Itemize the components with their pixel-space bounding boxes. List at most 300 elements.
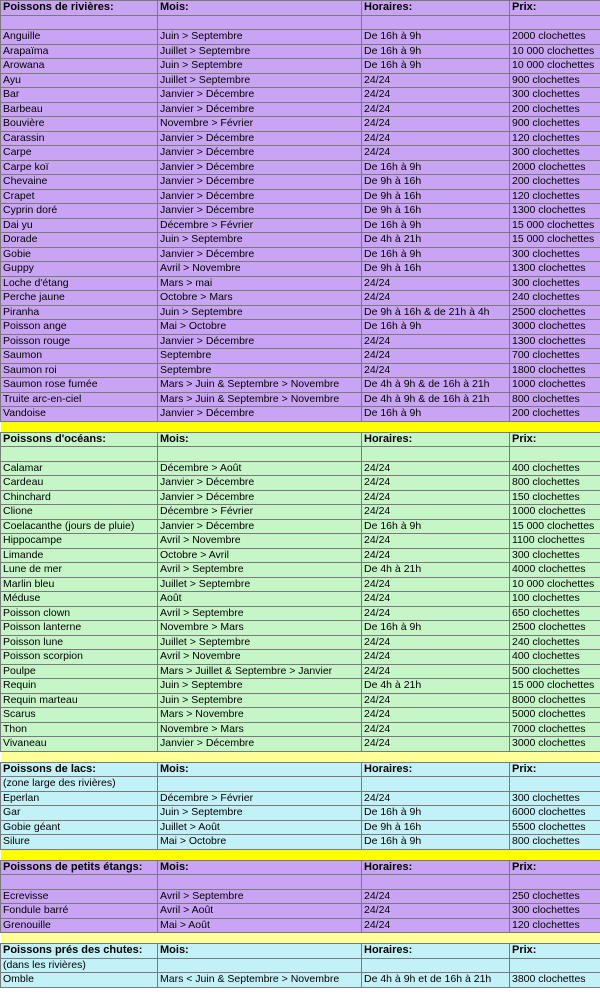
- fish-months: Mars > Novembre: [158, 708, 362, 723]
- fish-name: Requin marteau: [1, 693, 158, 708]
- fish-price: 800 clochettes: [510, 835, 600, 850]
- fish-price: 200 clochettes: [510, 175, 600, 190]
- fish-price: 1000 clochettes: [510, 505, 600, 520]
- fish-months: Décembre > Août: [158, 461, 362, 476]
- section-subtitle-row: [1, 875, 600, 890]
- fish-price: 200 clochettes: [510, 407, 600, 422]
- fish-name: Ayu: [1, 73, 158, 88]
- fish-price: 200 clochettes: [510, 102, 600, 117]
- fish-price: 700 clochettes: [510, 349, 600, 364]
- fish-hours: 24/24: [362, 73, 510, 88]
- fish-months: Janvier > Décembre: [158, 131, 362, 146]
- fish-name: Poisson lune: [1, 635, 158, 650]
- fish-name: Cardeau: [1, 476, 158, 491]
- separator-bar: [1, 933, 600, 944]
- fish-price: 15 000 clochettes: [510, 679, 600, 694]
- fish-row: [1, 131, 600, 146]
- fish-months: Janvier > Décembre: [158, 490, 362, 505]
- fish-name: Dai yu: [1, 218, 158, 233]
- fish-hours: De 9h à 16h: [362, 175, 510, 190]
- separator-bar: [1, 421, 600, 432]
- fish-row: [1, 635, 600, 650]
- separator-bar: [1, 849, 600, 860]
- fish-row: [1, 44, 600, 59]
- fish-price: 120 clochettes: [510, 131, 600, 146]
- fish-months: Mars > mai: [158, 276, 362, 291]
- fish-hours: De 16h à 9h: [362, 621, 510, 636]
- fish-row: [1, 476, 600, 491]
- column-header-hours: Horaires:: [362, 860, 510, 875]
- fish-name: Omble: [1, 973, 158, 988]
- section-subtitle-row: [1, 777, 600, 792]
- fish-months: Janvier > Décembre: [158, 204, 362, 219]
- fish-row: [1, 102, 600, 117]
- fish-hours: De 4h à 21h: [362, 679, 510, 694]
- fish-name: Poisson clown: [1, 606, 158, 621]
- fish-row: [1, 204, 600, 219]
- fish-price: 3000 clochettes: [510, 737, 600, 752]
- fish-name: Barbeau: [1, 102, 158, 117]
- fish-price: 300 clochettes: [510, 247, 600, 262]
- fish-hours: 24/24: [362, 708, 510, 723]
- fish-name: Loche d'étang: [1, 276, 158, 291]
- section-separator: [1, 933, 600, 944]
- fish-price: 900 clochettes: [510, 117, 600, 132]
- section-header-oceans: [1, 432, 600, 447]
- fish-row: [1, 73, 600, 88]
- fish-row: [1, 30, 600, 45]
- fish-hours: 24/24: [362, 88, 510, 103]
- fish-hours: De 16h à 9h: [362, 835, 510, 850]
- fish-price: 5500 clochettes: [510, 820, 600, 835]
- fish-name: Ecrevisse: [1, 889, 158, 904]
- fish-price: 5000 clochettes: [510, 708, 600, 723]
- column-header-hours: Horaires:: [362, 1, 510, 16]
- fish-months: Avril > Septembre: [158, 606, 362, 621]
- fish-price: 4000 clochettes: [510, 563, 600, 578]
- fish-name: Scarus: [1, 708, 158, 723]
- fish-row: [1, 233, 600, 248]
- fish-row: [1, 820, 600, 835]
- fish-name: Saumon roi: [1, 363, 158, 378]
- fish-row: [1, 189, 600, 204]
- column-header-hours: Horaires:: [362, 944, 510, 959]
- empty-cell: [362, 447, 510, 462]
- fish-name: Bouvière: [1, 117, 158, 132]
- fish-months: Janvier > Décembre: [158, 175, 362, 190]
- section-subtitle-row: [1, 15, 600, 30]
- fish-months: Mars > Juin & Septembre > Novembre: [158, 378, 362, 393]
- fish-price: 1300 clochettes: [510, 262, 600, 277]
- fish-hours: 24/24: [362, 635, 510, 650]
- fish-hours: De 16h à 9h: [362, 59, 510, 74]
- fish-price: 900 clochettes: [510, 73, 600, 88]
- empty-cell: [158, 958, 362, 973]
- fish-hours: 24/24: [362, 737, 510, 752]
- fish-price: 3000 clochettes: [510, 320, 600, 335]
- fish-price: 800 clochettes: [510, 476, 600, 491]
- fish-name: Clione: [1, 505, 158, 520]
- fish-hours: 24/24: [362, 102, 510, 117]
- fish-name: Guppy: [1, 262, 158, 277]
- fish-price: 6000 clochettes: [510, 806, 600, 821]
- section-separator: [1, 421, 600, 432]
- fish-hours: De 16h à 9h: [362, 519, 510, 534]
- fish-price: 2500 clochettes: [510, 621, 600, 636]
- fish-hours: 24/24: [362, 461, 510, 476]
- fish-row: [1, 160, 600, 175]
- fish-months: Décembre > Février: [158, 218, 362, 233]
- fish-hours: 24/24: [362, 505, 510, 520]
- fish-row: [1, 88, 600, 103]
- fish-hours: 24/24: [362, 476, 510, 491]
- fish-months: Décembre > Février: [158, 791, 362, 806]
- fish-hours: 24/24: [362, 349, 510, 364]
- fish-hours: 24/24: [362, 146, 510, 161]
- fish-months: Mai > Août: [158, 918, 362, 933]
- fish-name: Crapet: [1, 189, 158, 204]
- fish-months: Juin > Septembre: [158, 806, 362, 821]
- fish-name: Arowana: [1, 59, 158, 74]
- fish-row: [1, 291, 600, 306]
- section-title: Poissons de lacs:: [1, 762, 158, 777]
- fish-hours: De 9h à 16h: [362, 262, 510, 277]
- fish-hours: De 16h à 9h: [362, 247, 510, 262]
- fish-price: 2000 clochettes: [510, 160, 600, 175]
- fish-row: [1, 218, 600, 233]
- fish-row: [1, 664, 600, 679]
- fish-row: [1, 737, 600, 752]
- fish-months: Janvier > Décembre: [158, 146, 362, 161]
- empty-cell: [362, 875, 510, 890]
- section-subtitle: (zone large des rivières): [1, 777, 158, 792]
- fish-months: Mai > Octobre: [158, 835, 362, 850]
- fish-name: Anguille: [1, 30, 158, 45]
- fish-hours: De 9h à 16h: [362, 189, 510, 204]
- fish-price: 2000 clochettes: [510, 30, 600, 45]
- fish-hours: De 16h à 9h: [362, 30, 510, 45]
- fish-months: Avril > Novembre: [158, 650, 362, 665]
- fish-row: [1, 461, 600, 476]
- section-header-falls: [1, 944, 600, 959]
- fish-row: [1, 262, 600, 277]
- fish-row: [1, 59, 600, 74]
- fish-price: 120 clochettes: [510, 189, 600, 204]
- fish-price: 300 clochettes: [510, 88, 600, 103]
- fish-months: Avril > Septembre: [158, 889, 362, 904]
- fish-row: [1, 276, 600, 291]
- fish-name: Chinchard: [1, 490, 158, 505]
- fish-name: Chevaine: [1, 175, 158, 190]
- section-separator: [1, 751, 600, 762]
- fish-price: 250 clochettes: [510, 889, 600, 904]
- fish-hours: 24/24: [362, 606, 510, 621]
- fish-price: 400 clochettes: [510, 650, 600, 665]
- fish-price: 1800 clochettes: [510, 363, 600, 378]
- fish-hours: De 16h à 9h: [362, 806, 510, 821]
- fish-name: Gobie: [1, 247, 158, 262]
- fish-name: Eperlan: [1, 791, 158, 806]
- fish-price: 3800 clochettes: [510, 973, 600, 988]
- fish-hours: 24/24: [362, 534, 510, 549]
- empty-cell: [362, 15, 510, 30]
- fish-price: 1300 clochettes: [510, 334, 600, 349]
- empty-cell: [158, 777, 362, 792]
- fish-row: [1, 650, 600, 665]
- fish-row: [1, 722, 600, 737]
- fish-row: [1, 490, 600, 505]
- section-header-ponds: [1, 860, 600, 875]
- fish-price: 1300 clochettes: [510, 204, 600, 219]
- fish-name: Poisson scorpion: [1, 650, 158, 665]
- column-header-month: Mois:: [158, 860, 362, 875]
- fish-price: 300 clochettes: [510, 548, 600, 563]
- column-header-price: Prix:: [510, 432, 600, 447]
- fish-name: Gobie géant: [1, 820, 158, 835]
- column-header-price: Prix:: [510, 762, 600, 777]
- fish-price: 150 clochettes: [510, 490, 600, 505]
- fish-price: 10 000 clochettes: [510, 577, 600, 592]
- fish-months: Mai > Octobre: [158, 320, 362, 335]
- fish-months: Décembre > Février: [158, 505, 362, 520]
- section-title: Poissons d'océans:: [1, 432, 158, 447]
- fish-hours: De 9h à 16h: [362, 204, 510, 219]
- fish-name: Grenouille: [1, 918, 158, 933]
- empty-cell: [510, 777, 600, 792]
- fish-price: 300 clochettes: [510, 904, 600, 919]
- fish-name: Marlin bleu: [1, 577, 158, 592]
- fish-name: Gar: [1, 806, 158, 821]
- fish-months: Avril > Août: [158, 904, 362, 919]
- column-header-price: Prix:: [510, 944, 600, 959]
- fish-row: [1, 592, 600, 607]
- section-subtitle-row: [1, 958, 600, 973]
- empty-cell: [362, 958, 510, 973]
- fish-months: Mars < Juin & Septembre > Novembre: [158, 973, 362, 988]
- empty-cell: [158, 15, 362, 30]
- fish-price: 240 clochettes: [510, 291, 600, 306]
- fish-row: [1, 146, 600, 161]
- fish-months: Juin > Septembre: [158, 59, 362, 74]
- fish-price: 650 clochettes: [510, 606, 600, 621]
- fish-hours: De 16h à 9h: [362, 218, 510, 233]
- fish-name: Poisson ange: [1, 320, 158, 335]
- section-header-lakes: [1, 762, 600, 777]
- section-title: Poissons de rivières:: [1, 1, 158, 16]
- fish-row: [1, 320, 600, 335]
- fish-row: [1, 791, 600, 806]
- fish-months: Octobre > Mars: [158, 291, 362, 306]
- fish-price: 240 clochettes: [510, 635, 600, 650]
- fish-hours: 24/24: [362, 693, 510, 708]
- fish-name: Carpe: [1, 146, 158, 161]
- fish-hours: 24/24: [362, 722, 510, 737]
- fish-hours: 24/24: [362, 363, 510, 378]
- fish-row: [1, 904, 600, 919]
- fish-months: Novembre > Février: [158, 117, 362, 132]
- column-header-month: Mois:: [158, 1, 362, 16]
- fish-name: Méduse: [1, 592, 158, 607]
- fish-name: Poisson lanterne: [1, 621, 158, 636]
- fish-row: [1, 563, 600, 578]
- fish-price: 2500 clochettes: [510, 305, 600, 320]
- fish-row: [1, 918, 600, 933]
- fish-months: Juillet > Septembre: [158, 44, 362, 59]
- fish-row: [1, 363, 600, 378]
- fish-hours: 24/24: [362, 791, 510, 806]
- fish-hours: 24/24: [362, 664, 510, 679]
- fish-name: Hippocampe: [1, 534, 158, 549]
- fish-months: Juin > Septembre: [158, 30, 362, 45]
- fish-months: Janvier > Décembre: [158, 737, 362, 752]
- fish-hours: De 16h à 9h: [362, 407, 510, 422]
- fish-months: Mars > Juillet & Septembre > Janvier: [158, 664, 362, 679]
- fish-row: [1, 534, 600, 549]
- section-title: Poissons de petits étangs:: [1, 860, 158, 875]
- fish-row: [1, 117, 600, 132]
- section-separator: [1, 849, 600, 860]
- fish-months: Juillet > Septembre: [158, 73, 362, 88]
- fish-name: Silure: [1, 835, 158, 850]
- section-subtitle: [1, 15, 158, 30]
- fish-row: [1, 679, 600, 694]
- fish-hours: De 9h à 16h & de 21h à 4h: [362, 305, 510, 320]
- fish-name: Requin: [1, 679, 158, 694]
- section-subtitle: [1, 875, 158, 890]
- fish-row: [1, 806, 600, 821]
- fish-hours: De 16h à 9h: [362, 320, 510, 335]
- fish-row: [1, 505, 600, 520]
- fish-hours: De 16h à 9h: [362, 44, 510, 59]
- fish-price: 400 clochettes: [510, 461, 600, 476]
- column-header-price: Prix:: [510, 1, 600, 16]
- fish-name: Carassin: [1, 131, 158, 146]
- column-header-hours: Horaires:: [362, 432, 510, 447]
- fish-hours: 24/24: [362, 131, 510, 146]
- empty-cell: [158, 447, 362, 462]
- fish-price: 15 000 clochettes: [510, 218, 600, 233]
- column-header-month: Mois:: [158, 762, 362, 777]
- fish-price: 1100 clochettes: [510, 534, 600, 549]
- fish-row: [1, 708, 600, 723]
- fish-price: 300 clochettes: [510, 146, 600, 161]
- fish-price: 8000 clochettes: [510, 693, 600, 708]
- empty-cell: [510, 447, 600, 462]
- fish-row: [1, 392, 600, 407]
- fish-name: Limande: [1, 548, 158, 563]
- fish-hours: 24/24: [362, 291, 510, 306]
- fish-months: Septembre: [158, 363, 362, 378]
- fish-name: Truite arc-en-ciel: [1, 392, 158, 407]
- fish-months: Novembre > Mars: [158, 722, 362, 737]
- fish-months: Janvier > Décembre: [158, 88, 362, 103]
- fish-name: Poisson rouge: [1, 334, 158, 349]
- fish-name: Thon: [1, 722, 158, 737]
- fish-months: Juillet > Août: [158, 820, 362, 835]
- fish-name: Coelacanthe (jours de pluie): [1, 519, 158, 534]
- fish-name: Saumon rose fumée: [1, 378, 158, 393]
- fish-name: Cyprin doré: [1, 204, 158, 219]
- fish-months: Août: [158, 592, 362, 607]
- fish-months: Juin > Septembre: [158, 693, 362, 708]
- fish-name: Fondule barré: [1, 904, 158, 919]
- fish-row: [1, 247, 600, 262]
- fish-price: 15 000 clochettes: [510, 233, 600, 248]
- fish-price: 15 000 clochettes: [510, 519, 600, 534]
- fish-months: Juin > Septembre: [158, 305, 362, 320]
- fish-row: [1, 889, 600, 904]
- fish-name: Arapaïma: [1, 44, 158, 59]
- fish-months: Septembre: [158, 349, 362, 364]
- fish-months: Janvier > Décembre: [158, 247, 362, 262]
- fish-row: [1, 175, 600, 190]
- fish-row: [1, 334, 600, 349]
- fish-name: Bar: [1, 88, 158, 103]
- fish-hours: 24/24: [362, 577, 510, 592]
- section-subtitle: [1, 447, 158, 462]
- fish-hours: 24/24: [362, 650, 510, 665]
- fish-months: Avril > Septembre: [158, 563, 362, 578]
- empty-cell: [510, 15, 600, 30]
- fish-months: Juin > Septembre: [158, 233, 362, 248]
- empty-cell: [510, 875, 600, 890]
- fish-hours: De 4h à 9h & de 16h à 21h: [362, 392, 510, 407]
- fish-months: Janvier > Décembre: [158, 160, 362, 175]
- fish-row: [1, 548, 600, 563]
- empty-cell: [510, 958, 600, 973]
- separator-bar: [1, 751, 600, 762]
- fish-price: 1000 clochettes: [510, 378, 600, 393]
- fish-row: [1, 305, 600, 320]
- fish-months: Janvier > Décembre: [158, 476, 362, 491]
- fish-price: 10 000 clochettes: [510, 59, 600, 74]
- fish-row: [1, 835, 600, 850]
- fish-price: 120 clochettes: [510, 918, 600, 933]
- fish-price: 100 clochettes: [510, 592, 600, 607]
- column-header-price: Prix:: [510, 860, 600, 875]
- fish-months: Mars > Juin & Septembre > Novembre: [158, 392, 362, 407]
- fish-price: 800 clochettes: [510, 392, 600, 407]
- fish-months: Janvier > Décembre: [158, 334, 362, 349]
- fish-name: Saumon: [1, 349, 158, 364]
- fish-months: Novembre > Mars: [158, 621, 362, 636]
- section-title: Poissons prés des chutes:: [1, 944, 158, 959]
- column-header-month: Mois:: [158, 432, 362, 447]
- fish-name: Carpe koï: [1, 160, 158, 175]
- empty-cell: [362, 777, 510, 792]
- fish-row: [1, 606, 600, 621]
- fish-row: [1, 973, 600, 988]
- fish-name: Calamar: [1, 461, 158, 476]
- fish-hours: De 4h à 9h & de 16h à 21h: [362, 378, 510, 393]
- fish-months: Janvier > Décembre: [158, 102, 362, 117]
- fish-hours: De 9h à 16h: [362, 820, 510, 835]
- fish-hours: 24/24: [362, 904, 510, 919]
- fish-name: Vandoise: [1, 407, 158, 422]
- fish-name: Perche jaune: [1, 291, 158, 306]
- fish-hours: De 4h à 9h et de 16h à 21h: [362, 973, 510, 988]
- fish-price: 10 000 clochettes: [510, 44, 600, 59]
- column-header-hours: Horaires:: [362, 762, 510, 777]
- fish-row: [1, 621, 600, 636]
- fish-months: Janvier > Décembre: [158, 407, 362, 422]
- fish-name: Vivaneau: [1, 737, 158, 752]
- fish-price: 500 clochettes: [510, 664, 600, 679]
- fish-row: [1, 519, 600, 534]
- fish-hours: De 4h à 21h: [362, 233, 510, 248]
- fish-hours: De 4h à 21h: [362, 563, 510, 578]
- fish-hours: 24/24: [362, 592, 510, 607]
